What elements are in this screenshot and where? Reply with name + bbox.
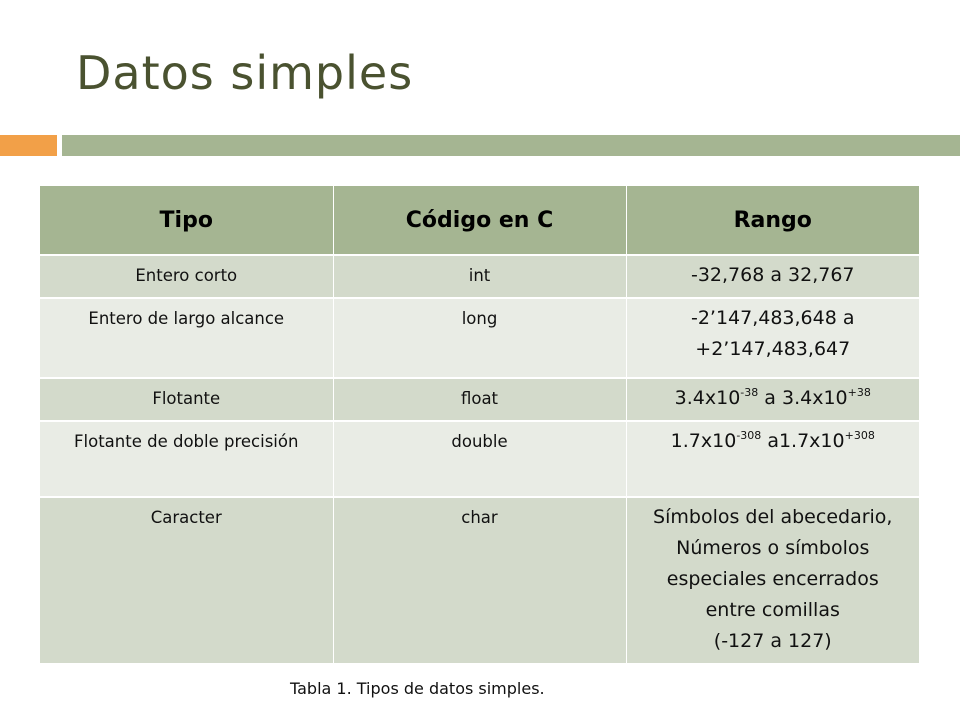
cell-tipo: Flotante de doble precisión: [40, 421, 333, 497]
rango-min-base: 1.7x10: [670, 430, 737, 452]
rango-max-base: 1.7x10: [778, 430, 845, 452]
rango-connector: a: [758, 387, 782, 409]
table-row: [40, 255, 919, 298]
rango-line: Números o símbolos: [676, 537, 870, 559]
table-row: [40, 421, 919, 497]
rango-line: (-127 a 127): [713, 630, 832, 652]
data-types-table-container: [40, 186, 919, 663]
cell-codigo: char: [333, 497, 626, 663]
rango-min-base: 3.4x10: [674, 387, 741, 409]
cell-rango: [626, 497, 919, 663]
cell-codigo: float: [333, 378, 626, 421]
rango-line: Símbolos del abecedario,: [653, 506, 893, 528]
cell-tipo: Entero corto: [40, 255, 333, 298]
cell-tipo: Entero de largo alcance: [40, 298, 333, 378]
table-row: [40, 378, 919, 421]
cell-tipo: Flotante: [40, 378, 333, 421]
rango-line: -2’147,483,648 a: [690, 307, 855, 329]
title-rule: [62, 135, 960, 156]
cell-tipo: Caracter: [40, 497, 333, 663]
table-caption: Tabla 1. Tipos de datos simples.: [290, 679, 545, 698]
table-row: [40, 497, 919, 663]
cell-codigo: double: [333, 421, 626, 497]
data-types-table: [40, 186, 919, 663]
rango-line: entre comillas: [705, 599, 840, 621]
title-accent-bar: [0, 135, 57, 156]
slide-title: Datos simples: [76, 46, 414, 100]
cell-rango: -32,768 a 32,767: [626, 255, 919, 298]
rango-min-exponent: -308: [736, 429, 762, 442]
table-row: [40, 298, 919, 378]
rango-line: +2’147,483,647: [695, 338, 851, 360]
header-rango: Rango: [626, 186, 919, 255]
header-row: [40, 186, 919, 255]
table-body: [40, 255, 919, 663]
rango-max-exponent: +38: [847, 386, 871, 399]
header-codigo: Código en C: [333, 186, 626, 255]
rango-max-base: 3.4x10: [781, 387, 848, 409]
rango-connector: a: [761, 430, 779, 452]
rango-max-exponent: +308: [844, 429, 875, 442]
table-header: [40, 186, 919, 255]
rango-line: especiales encerrados: [666, 568, 879, 590]
cell-rango: [626, 421, 919, 497]
cell-rango: [626, 298, 919, 378]
header-tipo: Tipo: [40, 186, 333, 255]
cell-codigo: int: [333, 255, 626, 298]
cell-codigo: long: [333, 298, 626, 378]
rango-min-exponent: -38: [740, 386, 759, 399]
cell-rango: [626, 378, 919, 421]
